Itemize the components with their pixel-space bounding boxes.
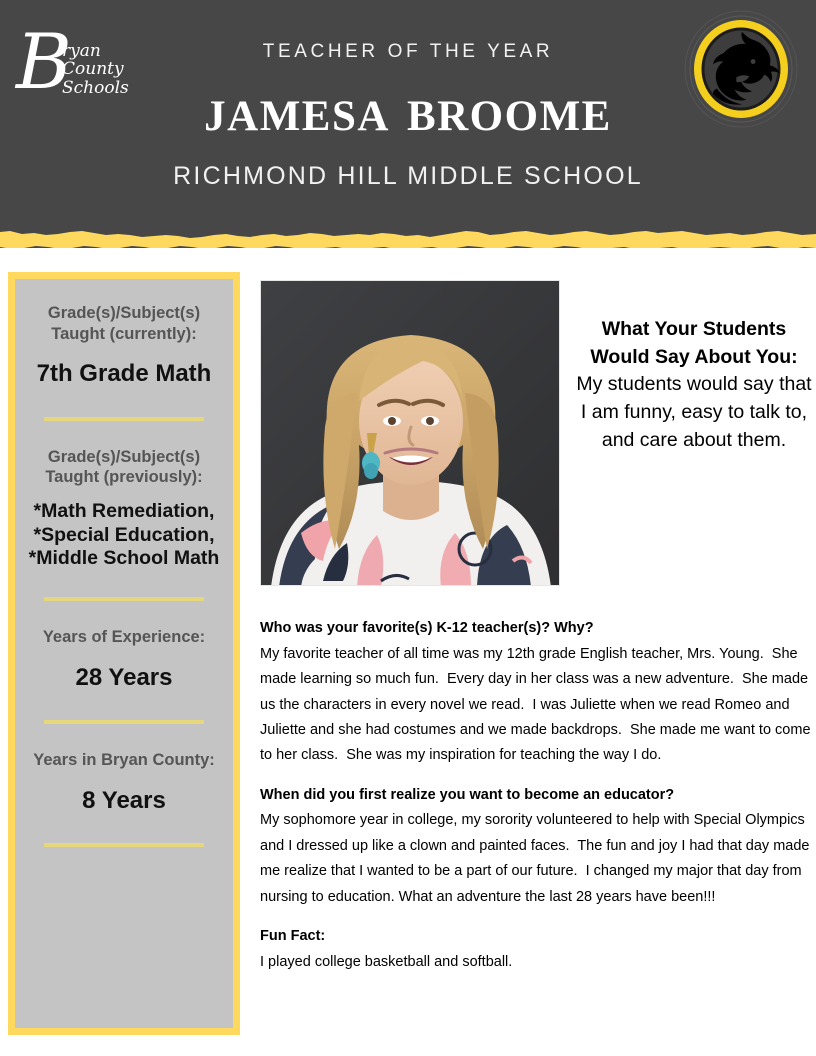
sidebar-value: 8 Years bbox=[82, 786, 166, 814]
qa-answer: My sophomore year in college, my sorority volunteered to help with Special Olympics and I dressed up like a clown and painted faces. The fun and joy I had that day made me realize that I wanted to be a part of our future. I changed my major that day from nursing to education. What an adventure the last 28 years have been!!! bbox=[260, 812, 814, 905]
logo-monogram: B bbox=[16, 17, 72, 106]
qa-item-favorite-teacher bbox=[260, 618, 813, 769]
qa-answer: My favorite teacher of all time was my 12th grade English teacher, Mrs. Young. She made learning so much fun. Every day in her class was a new adventure. She made us the characters in every novel we read. I was Juliette when we read Romeo and Juliette and she had costumes and we made backdrops. She made me want to come to her class. She was my inspiration for teaching the way I do. bbox=[260, 645, 815, 764]
logo-line-2: County bbox=[62, 59, 124, 80]
sidebar-block-years-experience bbox=[25, 627, 223, 694]
logo-line-1: ryan bbox=[62, 41, 101, 61]
qa-question: Fun Fact: bbox=[260, 927, 326, 944]
sidebar-value: 28 Years bbox=[75, 663, 173, 691]
student-quote-body: My students would say that I am funny, easy to talk to, and care about them. bbox=[576, 373, 812, 452]
page-title: jamesa broome bbox=[204, 76, 612, 144]
sidebar-block-previous-subjects bbox=[25, 447, 223, 572]
qa-section bbox=[260, 618, 813, 979]
sidebar-block-years-in-county bbox=[25, 750, 223, 817]
qa-item-fun-fact bbox=[260, 926, 813, 975]
qa-question: Who was your favorite(s) K-12 teacher(s)? Why? bbox=[260, 620, 594, 636]
qa-question: When did you first realize you want to become an educator? bbox=[260, 786, 675, 803]
student-quote-heading: What Your Students Would Say About You: bbox=[590, 318, 798, 368]
sidebar-divider bbox=[44, 417, 204, 421]
info-sidebar bbox=[8, 272, 240, 1035]
sidebar-block-current-subjects bbox=[25, 303, 223, 391]
award-eyebrow: TEACHER OF THE YEAR bbox=[262, 41, 554, 62]
student-quote-block bbox=[575, 316, 813, 455]
sidebar-label: Grade(s)/Subject(s) Taught (previously): bbox=[45, 447, 203, 487]
logo-line-3: Schools bbox=[62, 77, 129, 98]
page-header bbox=[0, 0, 816, 248]
sidebar-value: 7th Grade Math bbox=[36, 360, 212, 388]
sidebar-divider bbox=[44, 597, 204, 601]
info-sidebar-inner bbox=[15, 279, 233, 1028]
school-name: RICHMOND HILL MIDDLE SCHOOL bbox=[173, 161, 643, 190]
qa-answer: I played college basketball and softball. bbox=[260, 953, 513, 970]
sidebar-divider bbox=[44, 720, 204, 724]
sidebar-label: Years of Experience: bbox=[42, 628, 206, 647]
torn-edge-divider bbox=[0, 222, 816, 248]
sidebar-label: Years in Bryan County: bbox=[33, 751, 215, 770]
qa-item-become-educator bbox=[260, 785, 813, 910]
teacher-portrait-photo bbox=[260, 280, 560, 586]
sidebar-divider bbox=[44, 843, 204, 847]
portrait-illustration bbox=[261, 281, 560, 586]
sidebar-value: *Math Remediation, *Special Education, *Middle School Math bbox=[28, 499, 220, 570]
sidebar-label: Grade(s)/Subject(s) Taught (currently): bbox=[47, 304, 201, 343]
wildcat-mascot-icon bbox=[681, 8, 801, 130]
